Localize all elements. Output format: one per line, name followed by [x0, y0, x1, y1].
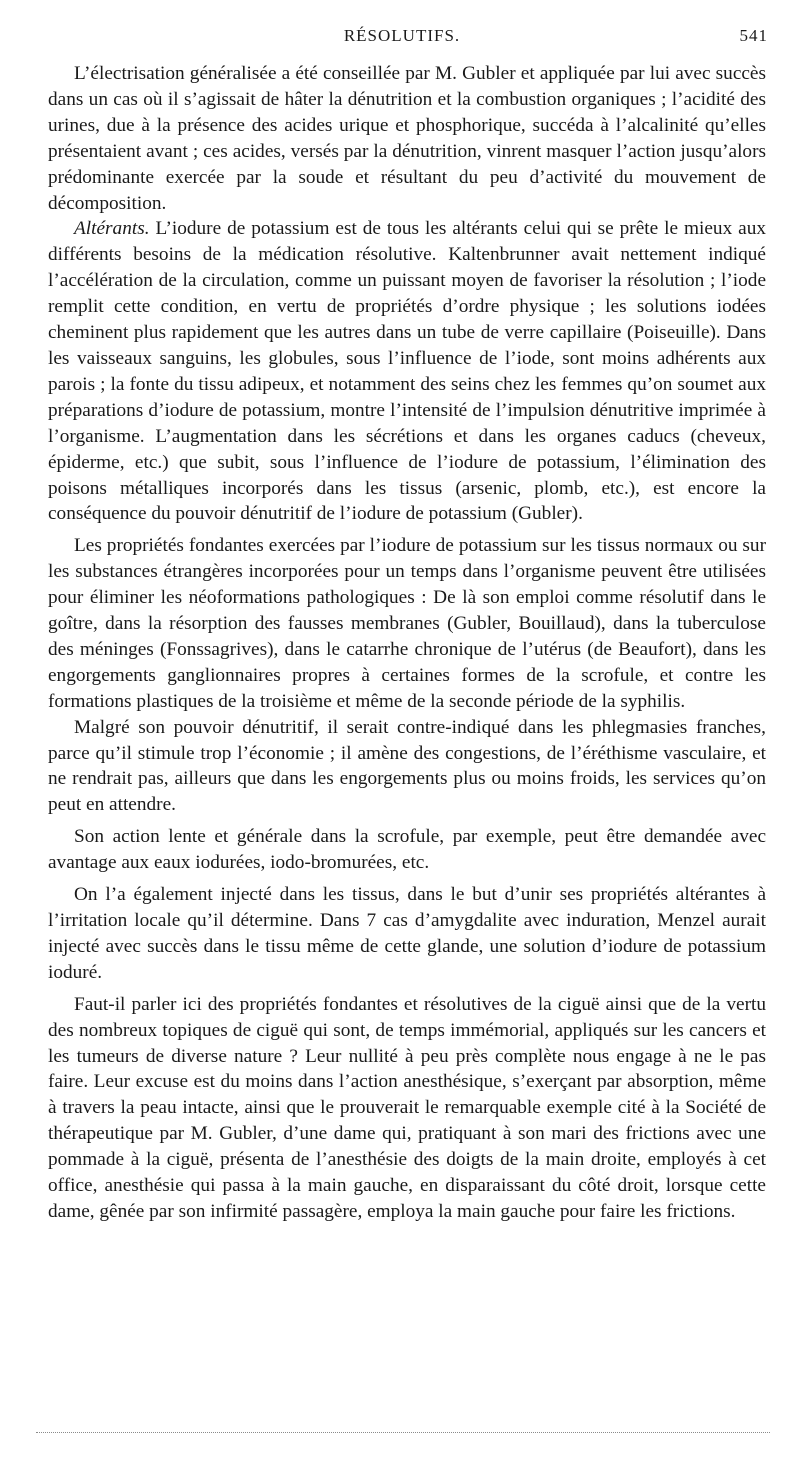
- paragraph-text: L’électrisation généralisée a été conseillée par M. Gubler et appliquée par lui avec succès dans un cas où il s’agissait de hâter la dénutrition et la combustion organiques ; l’acidité des urines, due à la présence des acides urique et phosphorique, succéda à l’alcalinité qu’elles présentaient avant ; ces acides, versés par la dénutrition, vinrent masquer l’action jusqu’alors prédominante exercée par la soude et résultant du peu d’activité du mouvement de décomposition.: [48, 63, 766, 214]
- page-body: [48, 61, 766, 1225]
- paragraph-contre-indication: [48, 715, 766, 819]
- running-header: [36, 26, 768, 50]
- paragraph-scrofule: [48, 824, 766, 876]
- paragraph-text: L’iodure de potassium est de tous les altérants celui qui se prête le mieux aux différents besoins de la médication résolutive. Kaltenbrunner avait nettement indiqué l’accélération de la circulation, comme un puissant moyen de favoriser la résolution ; l’iode remplit cette condition, en vertu de propriétés d’ordre physique ; les solutions iodées cheminent plus rapidement que les autres dans un tube de verre capillaire (Poiseuille). Dans les vaisseaux sanguins, les globules, sous l’influence de l’iode, sont moins adhérents aux parois ; la fonte du tissu adipeux, et notamment des seins chez les femmes qu’on soumet aux préparations d’iodure de potassium, montre l’intensité de l’impulsion dénutritive imprimée à l’organisme. L’augmentation dans les sécrétions et dans les organes caducs (cheveux, épiderme, etc.) que subit, sous l’influence de l’iodure de potassium, l’élimination des poisons métalliques incorporés dans les tissus (arsenic, plomb, etc.), est encore la conséquence du pouvoir dénutritif de l’iodure de potassium (Gubler).: [48, 218, 766, 525]
- paragraph-text: Les propriétés fondantes exercées par l’iodure de potassium sur les tissus normaux ou sur les substances étrangères incorporées pour un temps dans l’organisme peuvent être utilisées pour éliminer les néoformations pathologiques : De là son emploi comme résolutif dans le goître, dans la résorption des fausses membranes (Gubler, Bouillaud), dans la tuberculose des méninges (Fonssagrives), dans le catarrhe chronique de l’utérus (de Beaufort), dans les engorgements ganglionnaires propres à certaines formes de la scrofule, et contre les formations plastiques de la troisième et même de la seconde période de la syphilis.: [48, 535, 766, 712]
- paragraph-text: Son action lente et générale dans la scrofule, par exemple, peut être demandée avec avantage aux eaux iodurées, iodo-bromurées, etc.: [48, 826, 766, 874]
- paragraph-text: Faut-il parler ici des propriétés fondantes et résolutives de la ciguë ainsi que de la vertu des nombreux topiques de ciguë qui sont, de temps immémorial, appliqués sur les cancers et les tumeurs de diverse nature ? Leur nullité à peu près complète nous engage à ne le pas faire. Leur excuse est du moins dans l’action anesthésique, s’exerçant par absorption, même à travers la peau intacte, ainsi que le prouverait le remarquable exemple cité à la Société de thérapeutique par M. Gubler, d’une dame qui, pratiquant à son mari des frictions avec une pommade à la ciguë, présenta de l’anesthésie des doigts de la main droite, employés à cet office, anesthésie qui passa à la main gauche, en disparaissant du côté droit, lorsque cette dame, gênée par son infirmité passagère, employa la main gauche pour faire les frictions.: [48, 993, 766, 1222]
- paragraph-cigue: [48, 992, 766, 1225]
- section-lead-alterants: Altérants.: [74, 218, 150, 240]
- page-number: 541: [739, 26, 768, 45]
- paragraph-text: On l’a également injecté dans les tissus, dans le but d’unir ses propriétés altérantes à l’irritation locale qu’il détermine. Dans 7 cas d’amygdalite avec induration, Menzel aurait injecté avec succès dans le tissu même de cette glande, une solution d’iodure de potassium ioduré.: [48, 884, 766, 983]
- paragraph-text: Malgré son pouvoir dénutritif, il serait contre-indiqué dans les phlegmasies franches, parce qu’il stimule trop l’économie ; il amène des congestions, de l’éréthisme vasculaire, et ne rendrait pas, ailleurs que dans les engorgements plus ou moins froids, les services qu’on peut en attendre.: [48, 716, 766, 816]
- paragraph-injection: [48, 882, 766, 986]
- running-title: RÉSOLUTIFS.: [343, 26, 461, 45]
- paragraph-alterants: [48, 216, 766, 527]
- footer-dotted-rule: [36, 1432, 770, 1433]
- paragraph-electrisation: [48, 61, 766, 216]
- paragraph-proprietes-fondantes: [48, 533, 766, 714]
